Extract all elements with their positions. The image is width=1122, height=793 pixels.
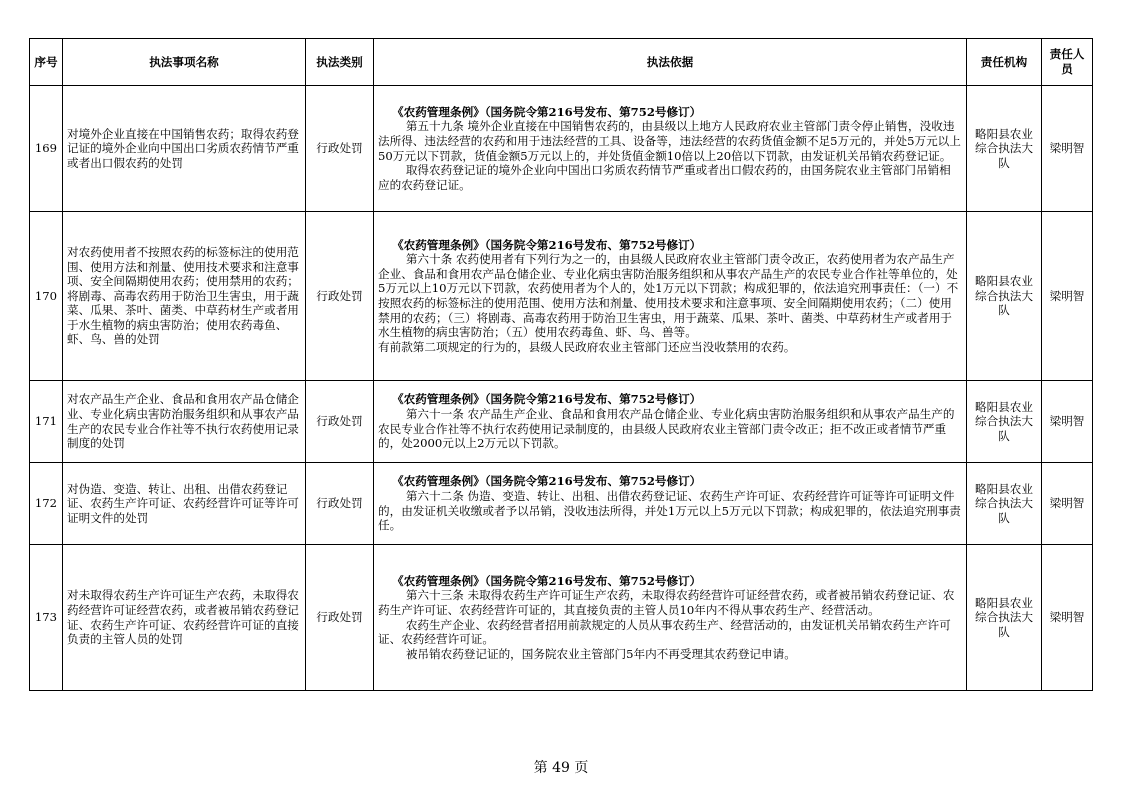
basis-paragraph: 农药生产企业、农药经营者招用前款规定的人员从事农药生产、经营活动的，由发证机关吊销农药生产许可证、农药经营许可证。	[378, 617, 951, 647]
law-title: 《农药管理条例》（国务院令第216号发布、第752号修订）	[392, 392, 702, 407]
row-type: 行政处罚	[306, 86, 374, 212]
row-org: 略阳县农业综合执法大队	[967, 86, 1042, 212]
enforcement-table	[29, 38, 1093, 691]
row-org: 略阳县农业综合执法大队	[967, 463, 1042, 545]
table-row	[30, 381, 1093, 463]
basis-paragraph: 有前款第二项规定的行为的，县级人民政府农业主管部门还应当没收禁用的农药。	[378, 339, 796, 354]
basis-paragraph: 被吊销农药登记证的，国务院农业主管部门5年内不再受理其农药登记申请。	[405, 646, 796, 661]
row-type: 行政处罚	[306, 381, 374, 463]
row-name: 对未取得农药生产许可证生产农药，未取得农药经营许可证经营农药，或者被吊销农药登记证、农药生产许可证、农药经营许可证的直接负责的主管人员的处罚	[63, 545, 306, 691]
row-name: 对伪造、变造、转让、出租、出借农药登记证、农药生产许可证、农药经营许可证等许可证明文件的处罚	[63, 463, 306, 545]
table-row	[30, 463, 1093, 545]
header-basis: 执法依据	[374, 39, 967, 86]
law-title: 《农药管理条例》（国务院令第216号发布、第752号修订）	[392, 237, 702, 252]
header-org: 责任机构	[967, 39, 1042, 86]
header-type: 执法类别	[306, 39, 374, 86]
row-person: 梁明智	[1042, 212, 1093, 381]
row-no: 173	[30, 545, 63, 691]
basis-paragraph: 第五十九条 境外企业直接在中国销售农药的，由县级以上地方人民政府农业主管部门责令停止销售，没收违法所得、违法经营的农药和用于违法经营的工具、设备等，违法经营的农药货值金额不足5万元的，并处5万元以上50万元以下罚款，货值金额5万元以上的，并处货值金额10倍以上20倍以下罚款，由发证机关吊销农药登记证。	[378, 119, 961, 163]
row-org: 略阳县农业综合执法大队	[967, 381, 1042, 463]
header-person: 责任人员	[1042, 39, 1093, 86]
page-number: 第 49 页	[533, 760, 589, 776]
row-basis	[374, 86, 967, 212]
row-org: 略阳县农业综合执法大队	[967, 212, 1042, 381]
row-type: 行政处罚	[306, 212, 374, 381]
row-name: 对农产品生产企业、食品和食用农产品仓储企业、专业化病虫害防治服务组织和从事农产品生产的农民专业合作社等不执行农药使用记录制度的处罚	[63, 381, 306, 463]
row-basis	[374, 545, 967, 691]
basis-paragraph: 第六十条 农药使用者有下列行为之一的，由县级人民政府农业主管部门责令改正，农药使用者为农产品生产企业、食品和食用农产品仓储企业、专业化病虫害防治服务组织和从事农产品生产的农民专业合作社等单位的，处5万元以上10万元以下罚款，农药使用者为个人的，处1万元以下罚款；构成犯罪的，依法追究刑事责任：（一）不按照农药的标签标注的使用范围、使用方法和剂量、使用技术要求和注意事项、安全间隔期使用农药；（二）使用禁用的农药；（三）将剧毒、高毒农药用于防治卫生害虫，用于蔬菜、瓜果、茶叶、菌类、中草药材生产或者用于水生植物的病虫害防治；（五）使用农药毒鱼、虾、鸟、兽等。	[378, 252, 959, 340]
basis-paragraph: 第六十三条 未取得农药生产许可证生产农药，未取得农药经营许可证经营农药，或者被吊销农药登记证、农药生产许可证、农药经营许可证的，其直接负责的主管人员10年内不得从事农药生产、经营活动。	[378, 588, 955, 617]
table-header	[30, 39, 1093, 86]
law-title: 《农药管理条例》（国务院令第216号发布、第752号修订）	[392, 474, 702, 489]
row-person: 梁明智	[1042, 381, 1093, 463]
basis-paragraph: 第六十二条 伪造、变造、转让、出租、出借农药登记证、农药生产许可证、农药经营许可证等许可证明文件的，由发证机关收缴或者予以吊销，没收违法所得，并处1万元以上5万元以下罚款；构成犯罪的，依法追究刑事责任。	[378, 488, 961, 533]
row-basis	[374, 212, 967, 381]
row-org: 略阳县农业综合执法大队	[967, 545, 1042, 691]
row-person: 梁明智	[1042, 463, 1093, 545]
row-no: 172	[30, 463, 63, 545]
row-type: 行政处罚	[306, 463, 374, 545]
row-no: 170	[30, 212, 63, 381]
law-title: 《农药管理条例》（国务院令第216号发布、第752号修订）	[392, 573, 702, 588]
table-row	[30, 545, 1093, 691]
row-person: 梁明智	[1042, 86, 1093, 212]
table-row	[30, 212, 1093, 381]
header-name: 执法事项名称	[63, 39, 306, 86]
row-no: 171	[30, 381, 63, 463]
basis-paragraph: 第六十一条 农产品生产企业、食品和食用农产品仓储企业、专业化病虫害防治服务组织和从事农产品生产的农民专业合作社等不执行农药使用记录制度的，由县级人民政府农业主管部门责令改正；拒不改正或者情节严重的，处2000元以上2万元以下罚款。	[378, 406, 955, 451]
law-title: 《农药管理条例》（国务院令第216号发布、第752号修订）	[392, 104, 702, 119]
row-person: 梁明智	[1042, 545, 1093, 691]
row-name: 对农药使用者不按照农药的标签标注的使用范围、使用方法和剂量、使用技术要求和注意事项、安全间隔期使用农药；使用禁用的农药；将剧毒、高毒农药用于防治卫生害虫，用于蔬菜、瓜果、茶叶、菌类、中草药材生产或者用于水生植物的病虫害防治；使用农药毒鱼、虾、鸟、兽的处罚	[63, 212, 306, 381]
table-row	[30, 86, 1093, 212]
header-no: 序号	[30, 39, 63, 86]
row-type: 行政处罚	[306, 545, 374, 691]
basis-paragraph: 取得农药登记证的境外企业向中国出口劣质农药情节严重或者出口假农药的，由国务院农业主管部门吊销相应的农药登记证。	[378, 163, 951, 192]
row-name: 对境外企业直接在中国销售农药；取得农药登记证的境外企业向中国出口劣质农药情节严重或者出口假农药的处罚	[63, 86, 306, 212]
row-no: 169	[30, 86, 63, 212]
row-basis	[374, 381, 967, 463]
row-basis	[374, 463, 967, 545]
